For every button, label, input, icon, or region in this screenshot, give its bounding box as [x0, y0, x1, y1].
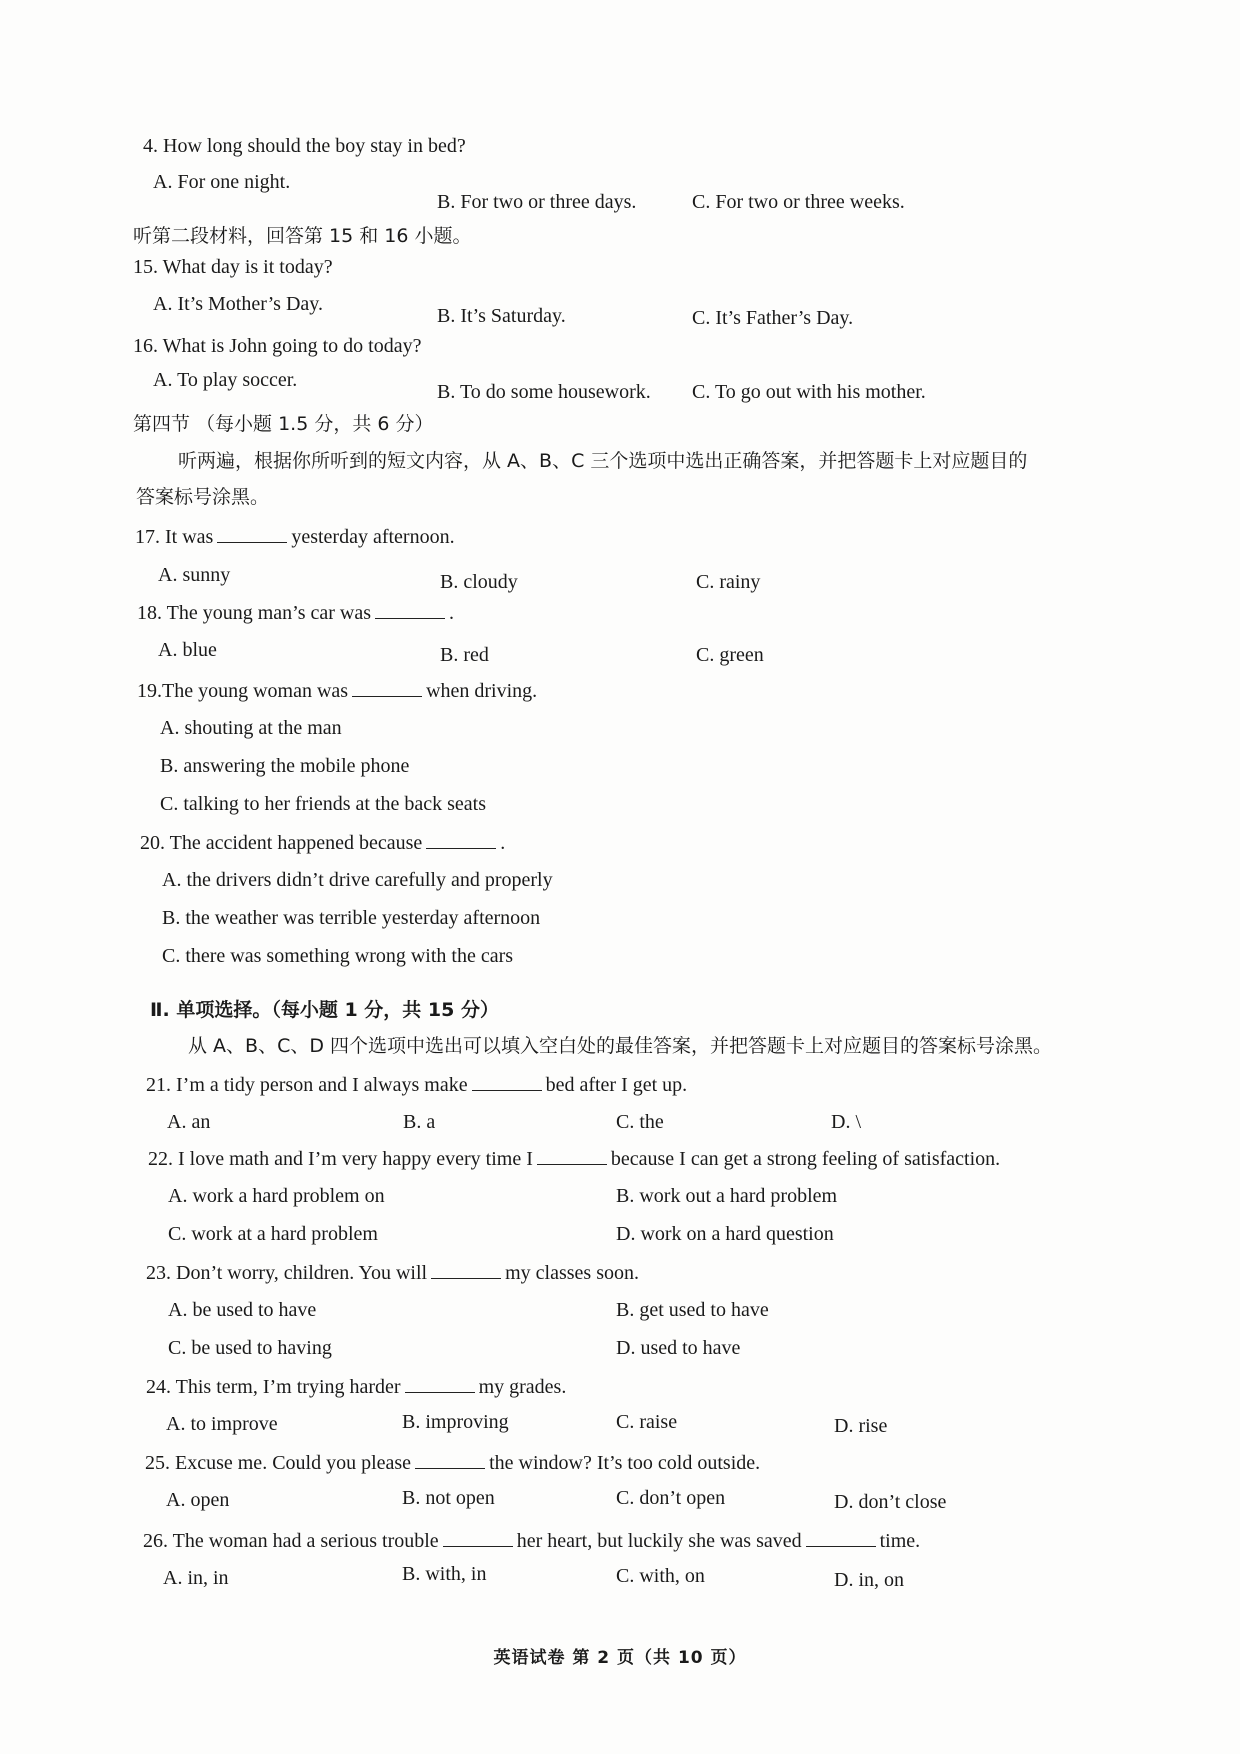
question-17: 17. It was yesterday afternoon. [135, 526, 455, 548]
q16-option-c: C. To go out with his mother. [692, 381, 926, 403]
q4-option-c: C. For two or three weeks. [692, 191, 905, 213]
question-15: 15. What day is it today? [133, 256, 333, 278]
q26-option-d: D. in, on [834, 1569, 904, 1591]
q22-option-d: D. work on a hard question [616, 1223, 834, 1245]
q22-option-a: A. work a hard problem on [168, 1185, 385, 1207]
answer-blank [431, 1260, 501, 1279]
q17-option-a: A. sunny [158, 564, 231, 586]
q26-option-c: C. with, on [616, 1565, 705, 1587]
q18-option-b: B. red [440, 644, 489, 666]
q18-option-c: C. green [696, 644, 764, 666]
section4-instruction-line2: 答案标号涂黑。 [136, 486, 270, 508]
q15-option-c: C. It’s Father’s Day. [692, 307, 854, 329]
question-21: 21. I’m a tidy person and I always make bed after I get up. [146, 1074, 688, 1096]
q21-option-d: D. \ [831, 1111, 861, 1133]
passage2-instruction: 听第二段材料，回答第 15 和 16 小题。 [133, 225, 472, 247]
q17-option-c: C. rainy [696, 571, 761, 593]
q24-option-b: B. improving [402, 1411, 509, 1433]
question-25: 25. Excuse me. Could you please the window? It’s too cold outside. [145, 1452, 761, 1474]
section4-title: 第四节 （每小题 1.5 分，共 6 分） [133, 413, 434, 435]
answer-blank [405, 1374, 475, 1393]
q18-option-a: A. blue [158, 639, 217, 661]
q4-option-b: B. For two or three days. [437, 191, 637, 213]
question-26: 26. The woman had a serious trouble her heart, but luckily she was saved time. [143, 1530, 921, 1552]
q23-option-b: B. get used to have [616, 1299, 769, 1321]
section4-instruction-line1: 听两遍，根据你所听到的短文内容，从 A、B、C 三个选项中选出正确答案，并把答题卡上对应题目的 [178, 450, 1028, 472]
answer-blank [426, 830, 496, 849]
answer-blank [415, 1450, 485, 1469]
answer-blank [352, 678, 422, 697]
q22-option-c: C. work at a hard problem [168, 1223, 378, 1245]
answer-blank [217, 524, 287, 543]
question-22: 22. I love math and I’m very happy every time I because I can get a strong feeling of satisfaction. [148, 1148, 1001, 1170]
q26-option-b: B. with, in [402, 1563, 487, 1585]
q24-option-a: A. to improve [166, 1413, 278, 1435]
q23-option-d: D. used to have [616, 1337, 741, 1359]
question-23: 23. Don’t worry, children. You will my classes soon. [146, 1262, 639, 1284]
q22-option-b: B. work out a hard problem [616, 1185, 838, 1207]
answer-blank [443, 1528, 513, 1547]
q16-option-b: B. To do some housework. [437, 381, 651, 403]
question-18: 18. The young man’s car was . [137, 602, 455, 624]
q17-option-b: B. cloudy [440, 571, 518, 593]
answer-blank [806, 1528, 876, 1547]
q20-option-b: B. the weather was terrible yesterday afternoon [162, 907, 541, 929]
page-footer: 英语试卷 第 2 页（共 10 页） [493, 1648, 747, 1668]
q25-option-c: C. don’t open [616, 1487, 726, 1509]
q21-option-c: C. the [616, 1111, 664, 1133]
q15-option-b: B. It’s Saturday. [437, 305, 566, 327]
q19-option-c: C. talking to her friends at the back seats [160, 793, 487, 815]
part2-instruction: 从 A、B、C、D 四个选项中选出可以填入空白处的最佳答案，并把答题卡上对应题目的答案标号涂黑。 [188, 1035, 1053, 1057]
q20-option-a: A. the drivers didn’t drive carefully and properly [162, 869, 553, 891]
q25-option-b: B. not open [402, 1487, 495, 1509]
q24-option-d: D. rise [834, 1415, 888, 1437]
q21-option-a: A. an [167, 1111, 211, 1133]
q23-option-a: A. be used to have [168, 1299, 317, 1321]
answer-blank [472, 1072, 542, 1091]
q20-option-c: C. there was something wrong with the cars [162, 945, 514, 967]
q16-option-a: A. To play soccer. [153, 369, 298, 391]
q25-option-a: A. open [166, 1489, 230, 1511]
q25-option-d: D. don’t close [834, 1491, 947, 1513]
answer-blank [375, 600, 445, 619]
q24-option-c: C. raise [616, 1411, 678, 1433]
q26-option-a: A. in, in [163, 1567, 229, 1589]
q19-option-a: A. shouting at the man [160, 717, 342, 739]
part2-title: Ⅱ. 单项选择。（每小题 1 分，共 15 分） [150, 999, 499, 1021]
answer-blank [537, 1146, 607, 1165]
question-16: 16. What is John going to do today? [133, 335, 422, 357]
question-4: 4. How long should the boy stay in bed? [143, 135, 466, 157]
q23-option-c: C. be used to having [168, 1337, 332, 1359]
q15-option-a: A. It’s Mother’s Day. [153, 293, 323, 315]
question-19: 19.The young woman was when driving. [137, 680, 538, 702]
q21-option-b: B. a [403, 1111, 436, 1133]
q19-option-b: B. answering the mobile phone [160, 755, 410, 777]
question-24: 24. This term, I’m trying harder my grades. [146, 1376, 567, 1398]
q4-option-a: A. For one night. [153, 171, 291, 193]
question-20: 20. The accident happened because . [140, 832, 506, 854]
